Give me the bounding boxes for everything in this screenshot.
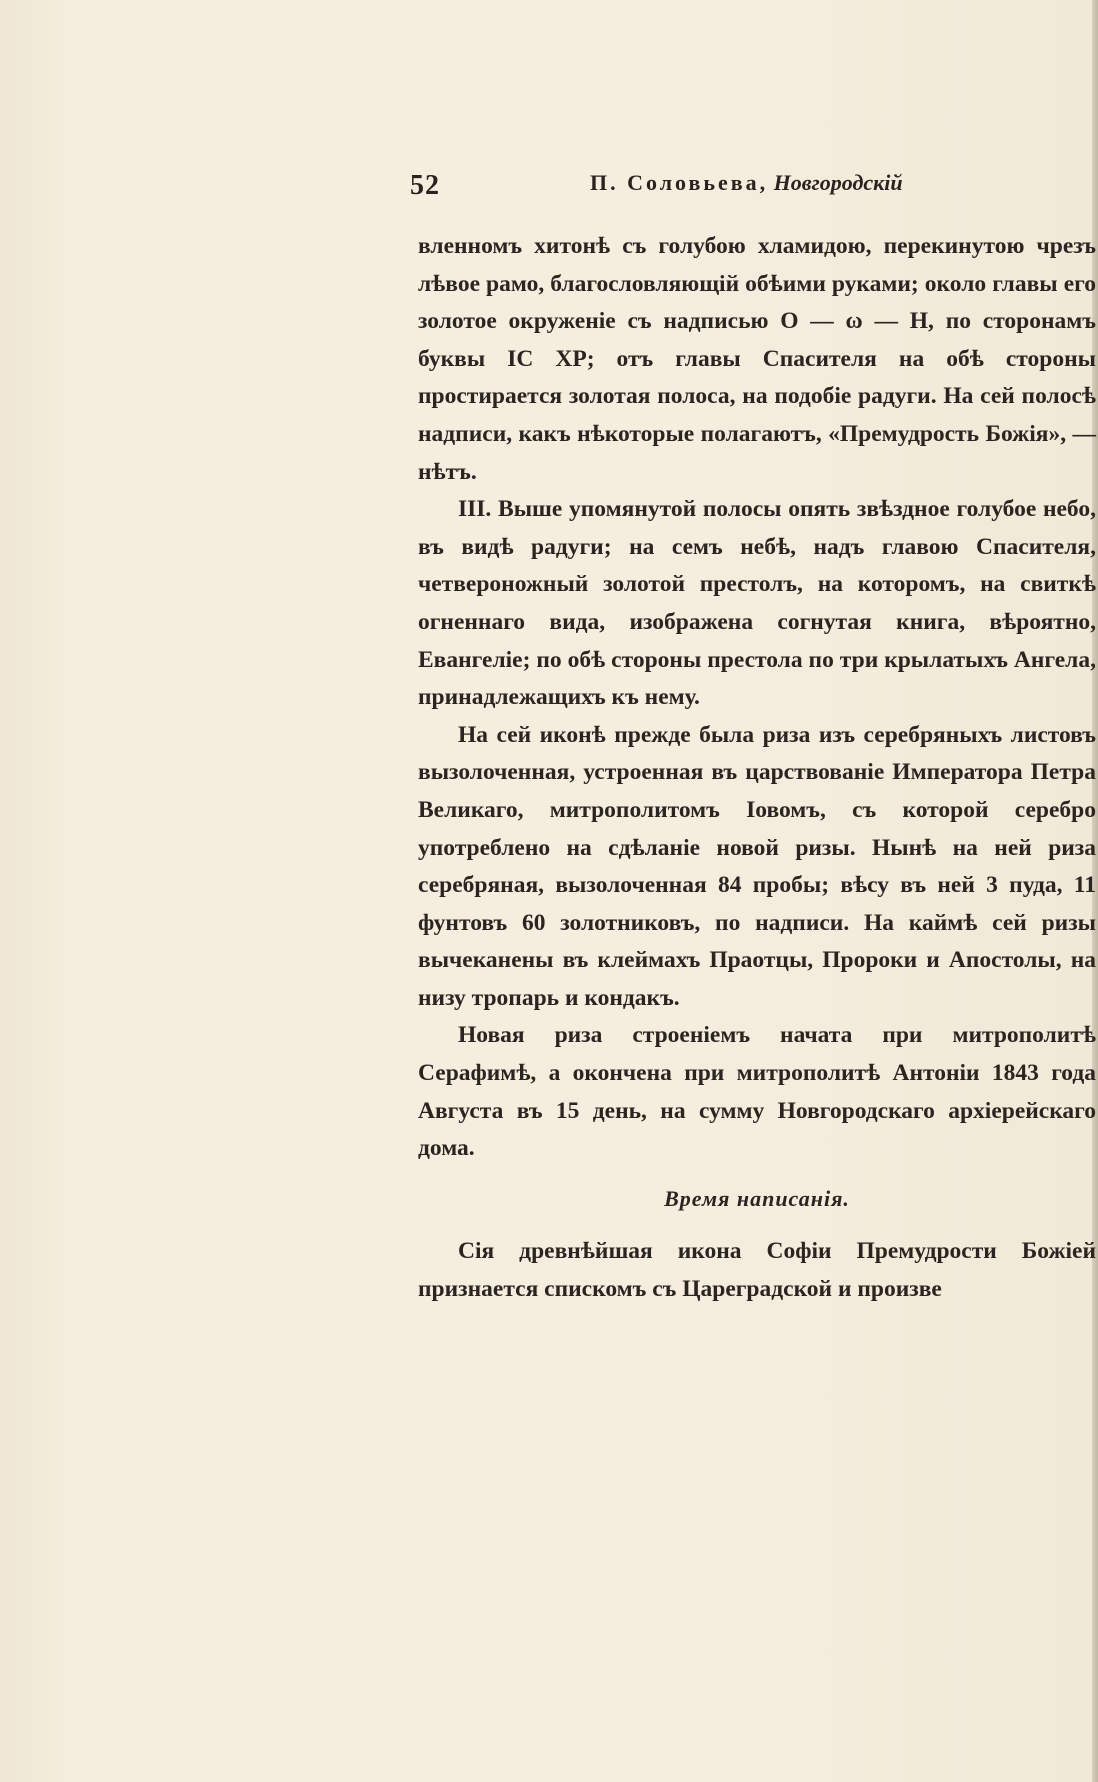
section-title: Время написанія.: [664, 1185, 850, 1211]
page-header: [410, 170, 1098, 206]
paragraph: III. Выше упомянутой полосы опять звѣздное голубое небо, въ видѣ радуги; на семъ небѣ, надъ главою Спасителя, четвероножный золотой престолъ, на которомъ, на свиткѣ огненнаго вида, изображена согнутая книга, вѣроятно, Евангеліе; по обѣ стороны престола по три крылатыхъ Ангела, принадлежащихъ къ нему.: [418, 496, 1096, 711]
paragraph: Новая риза строеніемъ начата при митрополитѣ Серафимѣ, а окончена при митрополитѣ Антоніи 1843 года Августа въ 15 день, на сумму Новгородскаго архіерейскаго дома.: [418, 1022, 1096, 1162]
running-head: [590, 170, 903, 196]
running-head-journal: Новгородскій: [773, 170, 903, 195]
paragraph: Сія древнѣйшая икона Софіи Премудрости Божіей признается спискомъ съ Цареградской и произве: [418, 1238, 1096, 1303]
body-text: [418, 228, 1096, 1309]
page-number: 52: [410, 170, 440, 201]
paragraph: На сей иконѣ прежде была риза изъ серебряныхъ листовъ вызолоченная, устроенная въ царствованіе Императора Петра Великаго, митрополитомъ Іовомъ, съ которой серебро употреблено на сдѣланіе новой ризы. Нынѣ на ней риза серебряная, вызолоченная 84 пробы; вѣсу въ ней 3 пуда, 11 фунтовъ 60 золотниковъ, по надписи. На каймѣ сей ризы вычеканены въ клеймахъ Праотцы, Пророки и Апостолы, на низу тропарь и кондакъ.: [418, 721, 1096, 1011]
running-head-author: П. Соловьева,: [590, 170, 769, 195]
paragraph: вленномъ хитонѣ съ голубою хламидою, перекинутою чрезъ лѣвое рамо, благословляющій обѣими руками; около главы его золотое окруженіе съ надписью О — ω — Н, по сторонамъ буквы IC XP; отъ главы Спасителя на обѣ стороны простирается золотая полоса, на подобіе радуги. На сей полосѣ надписи, какъ нѣкоторые полагаютъ, «Премудрость Божія», — нѣтъ.: [418, 233, 1096, 485]
